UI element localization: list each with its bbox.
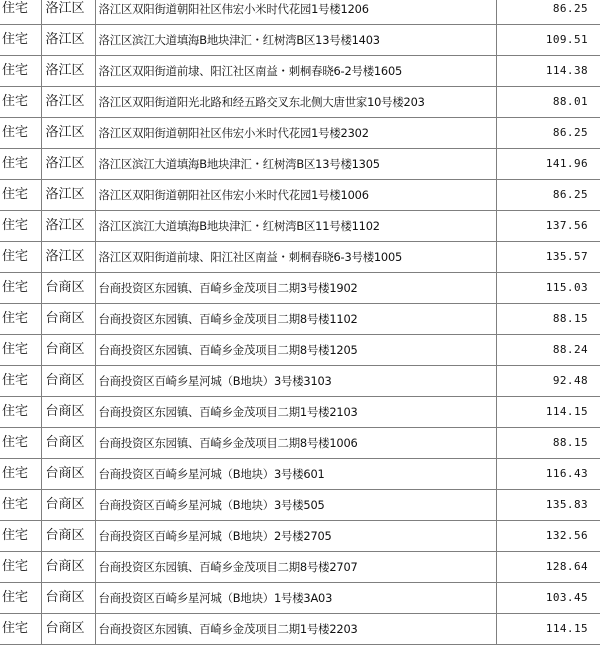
table-row [0, 459, 600, 490]
address-cell: 洛江区双阳街道前埭、阳江社区南益・刺桐春晓6-2号楼1605 [95, 56, 496, 87]
property-type-cell: 住宅 [0, 211, 41, 242]
table-row [0, 366, 600, 397]
table-row [0, 0, 600, 25]
table-row [0, 614, 600, 645]
district-cell: 洛江区 [41, 211, 95, 242]
area-cell: 128.64 [496, 552, 600, 583]
area-cell: 141.96 [496, 149, 600, 180]
property-type-cell: 住宅 [0, 490, 41, 521]
area-cell: 115.03 [496, 273, 600, 304]
table-row [0, 118, 600, 149]
district-cell: 台商区 [41, 304, 95, 335]
area-cell: 88.01 [496, 87, 600, 118]
table-row [0, 583, 600, 614]
table-row [0, 428, 600, 459]
district-cell: 台商区 [41, 459, 95, 490]
property-type-cell: 住宅 [0, 149, 41, 180]
table-row [0, 397, 600, 428]
area-cell: 114.15 [496, 614, 600, 645]
district-cell: 洛江区 [41, 0, 95, 25]
property-type-cell: 住宅 [0, 273, 41, 304]
address-cell: 洛江区滨江大道填海B地块津汇・红树湾B区13号楼1403 [95, 25, 496, 56]
property-type-cell: 住宅 [0, 25, 41, 56]
district-cell: 台商区 [41, 614, 95, 645]
table-row [0, 242, 600, 273]
district-cell: 台商区 [41, 335, 95, 366]
district-cell: 台商区 [41, 273, 95, 304]
table-row [0, 490, 600, 521]
address-cell: 台商投资区百崎乡星河城（B地块）1号楼3A03 [95, 583, 496, 614]
address-cell: 台商投资区东园镇、百崎乡金茂项目二期8号楼1006 [95, 428, 496, 459]
area-cell: 88.24 [496, 335, 600, 366]
district-cell: 洛江区 [41, 87, 95, 118]
property-type-cell: 住宅 [0, 304, 41, 335]
district-cell: 台商区 [41, 490, 95, 521]
address-cell: 洛江区双阳街道朝阳社区伟宏小米时代花园1号楼1006 [95, 180, 496, 211]
address-cell: 台商投资区百崎乡星河城（B地块）2号楼2705 [95, 521, 496, 552]
property-type-cell: 住宅 [0, 428, 41, 459]
district-cell: 洛江区 [41, 56, 95, 87]
table-row [0, 180, 600, 211]
area-cell: 92.48 [496, 366, 600, 397]
address-cell: 洛江区双阳街道朝阳社区伟宏小米时代花园1号楼1206 [95, 0, 496, 25]
property-type-cell: 住宅 [0, 118, 41, 149]
district-cell: 台商区 [41, 428, 95, 459]
area-cell: 116.43 [496, 459, 600, 490]
table-row [0, 149, 600, 180]
property-type-cell: 住宅 [0, 614, 41, 645]
area-cell: 114.15 [496, 397, 600, 428]
area-cell: 88.15 [496, 304, 600, 335]
district-cell: 台商区 [41, 583, 95, 614]
property-type-cell: 住宅 [0, 335, 41, 366]
property-type-cell: 住宅 [0, 87, 41, 118]
address-cell: 洛江区双阳街道朝阳社区伟宏小米时代花园1号楼2302 [95, 118, 496, 149]
address-cell: 洛江区双阳街道前埭、阳江社区南益・刺桐春晓6-3号楼1005 [95, 242, 496, 273]
property-type-cell: 住宅 [0, 459, 41, 490]
district-cell: 台商区 [41, 552, 95, 583]
area-cell: 109.51 [496, 25, 600, 56]
address-cell: 台商投资区东园镇、百崎乡金茂项目二期8号楼2707 [95, 552, 496, 583]
table-row [0, 521, 600, 552]
area-cell: 86.25 [496, 0, 600, 25]
property-type-cell: 住宅 [0, 180, 41, 211]
address-cell: 台商投资区百崎乡星河城（B地块）3号楼3103 [95, 366, 496, 397]
table-row [0, 56, 600, 87]
property-type-cell: 住宅 [0, 521, 41, 552]
district-cell: 台商区 [41, 366, 95, 397]
district-cell: 洛江区 [41, 25, 95, 56]
table-row [0, 25, 600, 56]
district-cell: 洛江区 [41, 149, 95, 180]
address-cell: 洛江区滨江大道填海B地块津汇・红树湾B区13号楼1305 [95, 149, 496, 180]
property-type-cell: 住宅 [0, 56, 41, 87]
address-cell: 台商投资区百崎乡星河城（B地块）3号楼601 [95, 459, 496, 490]
district-cell: 台商区 [41, 521, 95, 552]
table-row [0, 335, 600, 366]
address-cell: 台商投资区东园镇、百崎乡金茂项目二期3号楼1902 [95, 273, 496, 304]
table-row [0, 87, 600, 118]
area-cell: 137.56 [496, 211, 600, 242]
address-cell: 台商投资区东园镇、百崎乡金茂项目二期1号楼2103 [95, 397, 496, 428]
address-cell: 台商投资区东园镇、百崎乡金茂项目二期1号楼2203 [95, 614, 496, 645]
address-cell: 洛江区滨江大道填海B地块津汇・红树湾B区11号楼1102 [95, 211, 496, 242]
property-type-cell: 住宅 [0, 366, 41, 397]
area-cell: 114.38 [496, 56, 600, 87]
property-type-cell: 住宅 [0, 397, 41, 428]
address-cell: 洛江区双阳街道阳光北路和经五路交叉东北侧大唐世家10号楼203 [95, 87, 496, 118]
address-cell: 台商投资区百崎乡星河城（B地块）3号楼505 [95, 490, 496, 521]
area-cell: 132.56 [496, 521, 600, 552]
district-cell: 洛江区 [41, 242, 95, 273]
table-row [0, 552, 600, 583]
address-cell: 台商投资区东园镇、百崎乡金茂项目二期8号楼1205 [95, 335, 496, 366]
property-type-cell: 住宅 [0, 583, 41, 614]
district-cell: 洛江区 [41, 180, 95, 211]
property-type-cell: 住宅 [0, 242, 41, 273]
property-type-cell: 住宅 [0, 0, 41, 25]
table-row [0, 211, 600, 242]
area-cell: 103.45 [496, 583, 600, 614]
address-cell: 台商投资区东园镇、百崎乡金茂项目二期8号楼1102 [95, 304, 496, 335]
table-row [0, 273, 600, 304]
property-type-cell: 住宅 [0, 552, 41, 583]
district-cell: 洛江区 [41, 118, 95, 149]
district-cell: 台商区 [41, 397, 95, 428]
area-cell: 135.57 [496, 242, 600, 273]
area-cell: 135.83 [496, 490, 600, 521]
area-cell: 86.25 [496, 180, 600, 211]
area-cell: 88.15 [496, 428, 600, 459]
table-row [0, 304, 600, 335]
area-cell: 86.25 [496, 118, 600, 149]
